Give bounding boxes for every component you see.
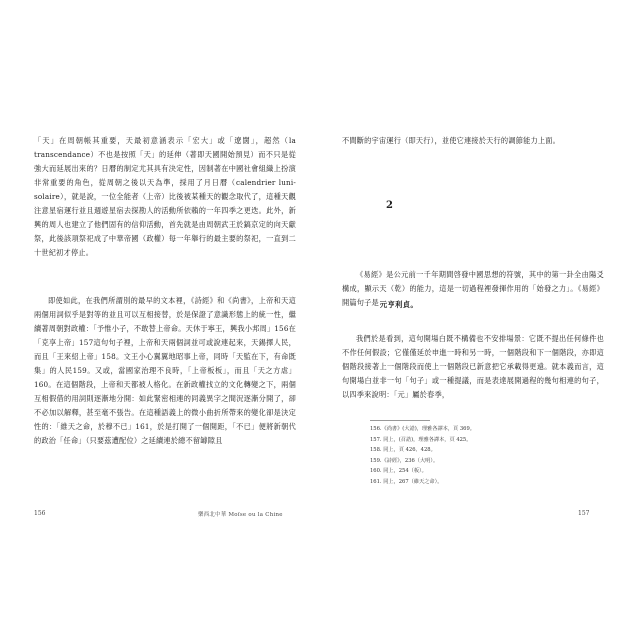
left-paragraph-2: 即使如此，在我們所謂別的最早的文本裡，《詩經》和《尚書》，上帝和天這兩個用詞似乎是對等的並且可以互相接替，於是保證了意識形態上的統一性，繼續著周朝對政權：「予惟小子，不敢替上帝命。天休于寧王，興我小邦周」156在「克享上帝」157這句句子裡，上帝和天兩個詞並可或說連起來，天錫擇人民，而且「王來紹上帝」158。文王小心翼翼地昭事上帝，同時「天監在下，有命既集」的人民159。又或，當國家治理不良時，「上帝板板」，而且「天之方虐」160。在這個階段，上帝和天都被人格化。在新政權找立的文化轉變之下，兩個互相假借的用詞則逐漸地分開：如此緊密相連的同義異字之間況逐漸分開了，卻不必加以解釋，甚至毫不張告。在這種語義上的微小曲折所帶來的變化卻是決定性的：「維天之命，於穆不已」161，於是打開了一個開距，「不已」便將新朝代的政治「任命」（只要茲遭配位）之延續連於總不留罅隙且	[34, 296, 296, 445]
footnotes-list	[370, 424, 590, 488]
right-paragraph-2: 我們於是看到，這句開場白既不構備也不安排場景：它既不提出任何條件也不作任何假設；它僅僅延於申進一時和另一時，一個階段和下一個階段，亦即這個階段接著上一個階段而使上一個階段已新意把它承載得更遠。就本義而言，這句開場白並非一句「句子」或一種提議，而是表達展開過程的幾句相連的句子，以四季來說明：「元」屬於春季，	[342, 334, 604, 399]
footnote-159: 159.《詩經》，236（大明）。	[370, 457, 439, 464]
footnote-156: 156.《尚書》(大誥)，理雅各譯本，頁 369。	[370, 426, 475, 432]
footnote-161: 161. 同上，267（維天之命）。	[370, 478, 443, 485]
left-paragraph-1: 「天」在周朝帳其重要，天最初意涵表示「宏大」或「遼闊」，超然（la transcendance）不也是按照「天」的延伸（著即天國開始預見）而不只是從強大而延展出來的？日曆的制定尤其具有決定性，因制著在中國社會組織上扮演非常重要的角色，從周朝之後以天為準，採用了月日曆（calendrier luni-solaire），就是說，一位全能者（上帝）比後被某種天的觀念取代了，這種天觀注意星宿運行並且週遊星宿去探勘人的活動所依賴的一年四季之更迭。此外，新興的周人也建立了他們固有的信仰活動，首先就是由周朝武王於鎬京定的向天獻祭，此後該項祭祀成了中華帝國（政權）每一年舉行的最主要的祭祀，一直到二十世紀初才停止。	[34, 136, 296, 257]
running-head: 樂西北中華 Moïse ou la Chine	[198, 512, 283, 518]
right-page-number: 157	[578, 510, 590, 517]
right-page	[320, 0, 640, 640]
yijing-quote: 元亨利貞。	[380, 300, 418, 309]
section-number: 2	[386, 200, 393, 211]
left-page-number: 156	[34, 510, 46, 517]
footnote-158: 158. 同上，頁 426、428。	[370, 447, 436, 454]
footnote-divider	[370, 420, 430, 421]
footnote-160: 160. 同上，254（板）。	[370, 468, 427, 475]
right-top-line: 不間斷的宇宙運行（即天行），並使它連接於天行的調節能力上面。	[342, 136, 561, 145]
right-paragraph-1: 《易經》是公元前一千年期間啓發中國思想的符號，其中的第一卦全由陽爻構成，顯示天（乾）的能力，這是一切過程裡發揮作用的「始發之力」。《易經》開篇句子是：	[342, 270, 604, 307]
footnote-157: 157. 同上，(召誥)，理雅各譯本，頁 425。	[370, 436, 472, 443]
